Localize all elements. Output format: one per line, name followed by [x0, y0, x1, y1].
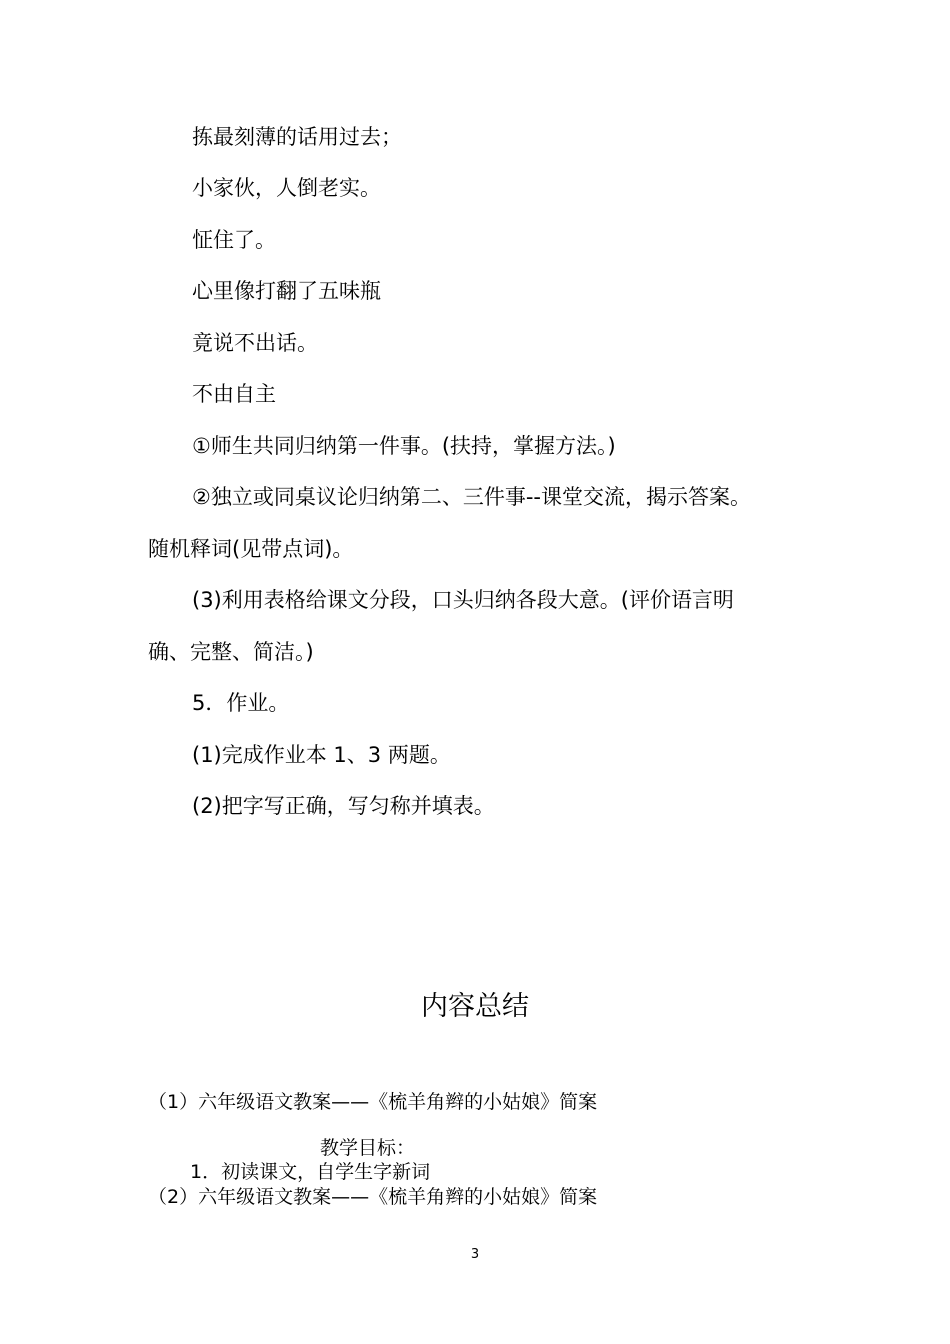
body-line: 不由自主 — [192, 382, 276, 406]
summary-item: （1）六年级语文教案——《梳羊角辫的小姑娘》简案 — [148, 1091, 598, 1113]
summary-title: 内容总结 — [421, 991, 529, 1022]
body-line: 竟说不出话。 — [192, 331, 318, 355]
body-line: (3)利用表格给课文分段，口头归纳各段大意。(评价语言明 — [192, 588, 734, 612]
body-line: 心里像打翻了五味瓶 — [192, 279, 381, 303]
body-line: (1)完成作业本 1、3 两题。 — [192, 743, 451, 767]
body-line: 确、完整、简洁。) — [148, 640, 314, 664]
body-line: 拣最刻薄的话用过去； — [192, 125, 402, 149]
body-line: (2)把字写正确，写匀称并填表。 — [192, 794, 495, 818]
body-line: 小家伙，人倒老实。 — [192, 176, 381, 200]
body-line: ②独立或同桌议论归纳第二、三件事--课堂交流，揭示答案。 — [192, 485, 751, 509]
summary-item: 教学目标： — [320, 1137, 416, 1159]
body-line: ①师生共同归纳第一件事。(扶持，掌握方法。) — [192, 434, 616, 458]
body-line: 随机释词(见带点词)。 — [148, 537, 354, 561]
summary-item: （2）六年级语文教案——《梳羊角辫的小姑娘》简案 — [148, 1186, 598, 1208]
body-line: 怔住了。 — [192, 228, 276, 252]
page-number: 3 — [470, 1247, 480, 1262]
summary-item: 1．初读课文，自学生字新词 — [190, 1161, 431, 1183]
body-line: 5．作业。 — [192, 691, 290, 715]
